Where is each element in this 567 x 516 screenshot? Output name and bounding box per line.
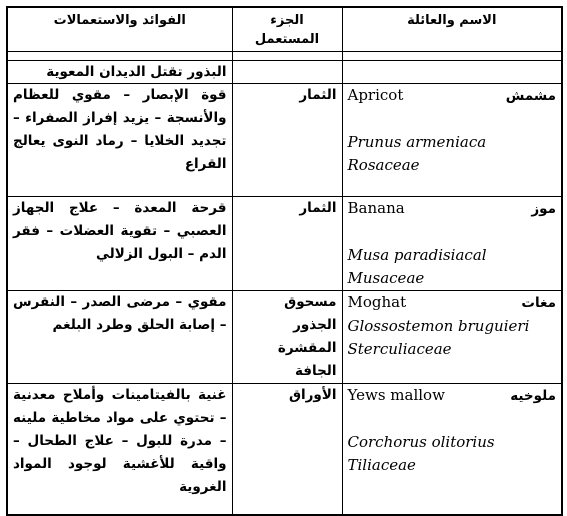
common-name-en: Banana bbox=[347, 199, 405, 217]
note-row bbox=[7, 61, 562, 84]
table-row bbox=[7, 197, 562, 291]
part-cell: الثمار bbox=[232, 84, 342, 197]
note-cell: البذور تقتل الديدان المعوية bbox=[7, 61, 232, 84]
scientific-name: Glossostemon bruguieri bbox=[347, 317, 530, 335]
common-name-ar: موز bbox=[531, 201, 556, 217]
part-cell: الأوراق bbox=[232, 384, 342, 516]
name-cell bbox=[342, 291, 562, 384]
plants-table bbox=[6, 6, 563, 516]
scientific-name: Prunus armeniaca bbox=[347, 133, 487, 151]
gap-row bbox=[7, 52, 562, 61]
family-name: Sterculiaceae bbox=[347, 340, 452, 358]
part-cell: الثمار bbox=[232, 197, 342, 291]
common-name-ar: ملوخيه bbox=[510, 388, 556, 404]
name-cell bbox=[342, 197, 562, 291]
header-part: الجزء المستعمل bbox=[232, 7, 342, 52]
table-row bbox=[7, 384, 562, 516]
family-name: Rosaceae bbox=[347, 156, 420, 174]
header-uses: الفوائد والاستعمالات bbox=[7, 7, 232, 52]
family-name: Musaceae bbox=[347, 269, 425, 287]
part-cell: مسحوق الجذور المقشرة الجافة bbox=[232, 291, 342, 384]
header-row bbox=[7, 7, 562, 52]
common-name-ar: مغات bbox=[521, 295, 556, 311]
scientific-name: Musa paradisiacal bbox=[347, 246, 487, 264]
family-name: Tiliaceae bbox=[347, 456, 416, 474]
table-row bbox=[7, 84, 562, 197]
common-name-en: Yews mallow bbox=[347, 386, 445, 404]
header-name: الاسم والعائلة bbox=[342, 7, 562, 52]
uses-cell: مقوي – مرضى الصدر – النقرس – إصابة الحلق وطرد البلغم bbox=[7, 291, 232, 384]
scientific-name: Corchorus olitorius bbox=[347, 433, 495, 451]
common-name-en: Apricot bbox=[347, 86, 404, 104]
name-cell bbox=[342, 84, 562, 197]
uses-cell: قوة الإبصار – مقوي للعظام والأنسجة – يزيد إفراز الصفراء – تجديد الخلايا – رماد النوى يعالج القراع bbox=[7, 84, 232, 197]
common-name-ar: مشمش bbox=[505, 88, 556, 104]
table-row bbox=[7, 291, 562, 384]
uses-cell: قرحة المعدة – علاج الجهاز العصبي – تقوية العضلات – فقر الدم – البول الزلالي bbox=[7, 197, 232, 291]
name-cell bbox=[342, 384, 562, 516]
uses-cell: غنية بالفيتامينات وأملاح معدنية – تحتوي على مواد مخاطية ملينه – مدرة للبول – علاج الطحال – واقية للأغشية لوجود المواد الغروية bbox=[7, 384, 232, 516]
common-name-en: Moghat bbox=[347, 293, 407, 311]
